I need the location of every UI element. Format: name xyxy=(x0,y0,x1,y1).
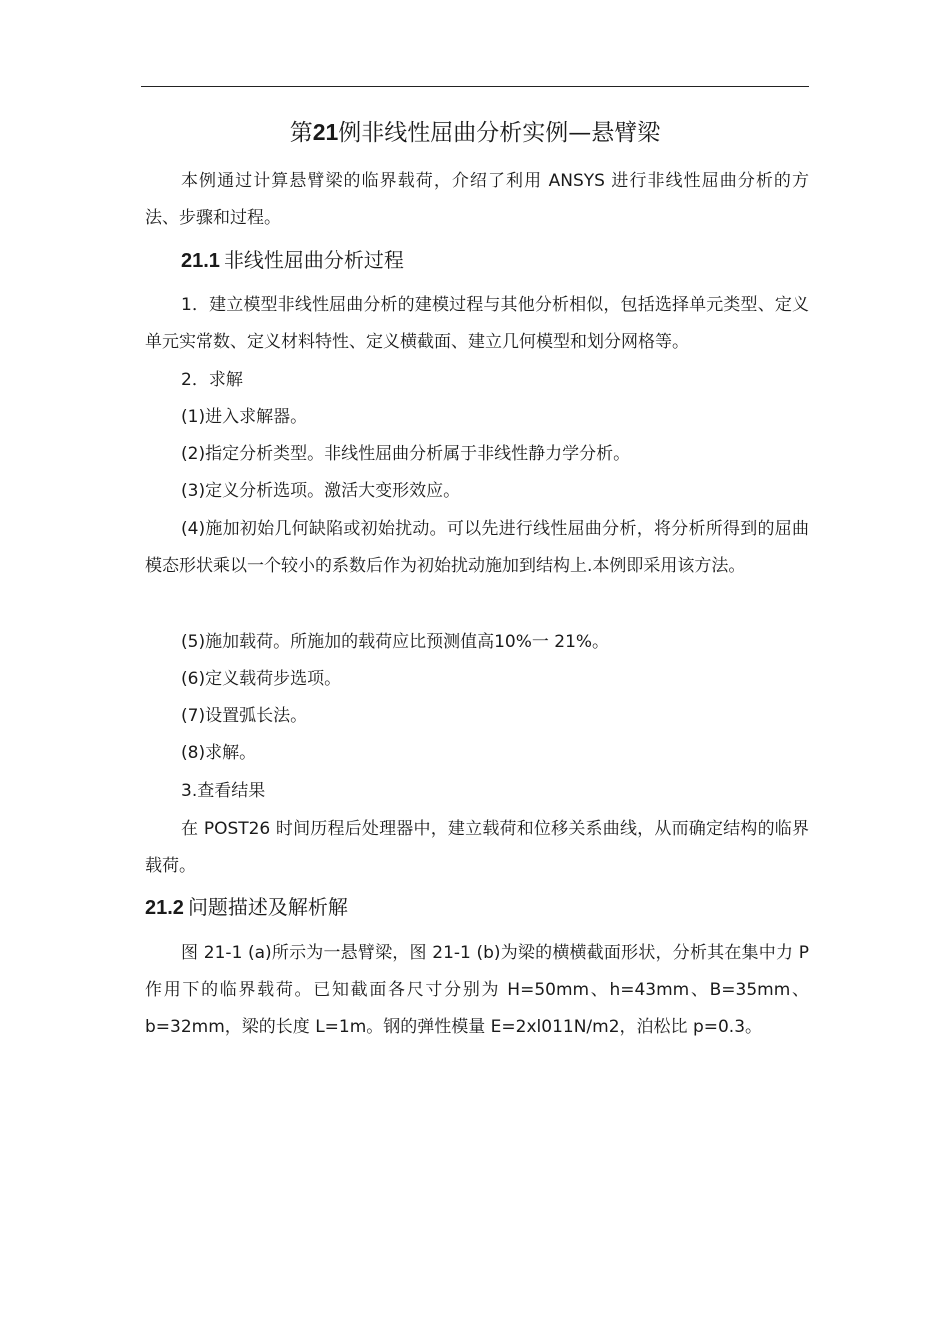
list-item: (7)设置弧长法。 xyxy=(181,706,308,726)
header-rule xyxy=(141,86,809,87)
step2-label: 2．求解 xyxy=(181,370,243,390)
list-item: (1)进入求解器。 xyxy=(181,407,308,427)
title-number: 21 xyxy=(312,119,339,145)
section-heading-1 xyxy=(181,240,404,281)
list-item: (8)求解。 xyxy=(181,743,257,763)
title-suffix: 例非线性屈曲分析实例—悬臂梁 xyxy=(338,120,661,146)
list-item: (2)指定分析类型。非线性屈曲分析属于非线性静力学分析。 xyxy=(181,444,631,464)
section-heading-2 xyxy=(145,887,348,928)
step1-paragraph: 1．建立模型非线性屈曲分析的建模过程与其他分析相似，包括选择单元类型、定义单元实常数、定义材料特性、定义横截面、建立几何模型和划分网格等。 xyxy=(145,295,809,352)
section-number: 21.2 xyxy=(145,897,184,919)
list-item: (6)定义载荷步选项。 xyxy=(181,669,342,689)
title-prefix: 第 xyxy=(289,120,313,146)
step3-label: 3.查看结果 xyxy=(181,781,266,801)
section-title: 非线性屈曲分析过程 xyxy=(223,248,404,272)
intro-paragraph: 本例通过计算悬臂梁的临界载荷，介绍了利用 ANSYS 进行非线性屈曲分析的方法、步骤和过程。 xyxy=(145,171,809,228)
problem-paragraph: 图 21-1 (a)所示为一悬臂梁，图 21-1 (b)为梁的横横截面形状，分析其在集中力 P 作用下的临界载荷。已知截面各尺寸分别为 H=50mm、h=43mm、B=35mm、b=32mm，梁的长度 L=1m。钢的弹性模量 E=2xl011N/m2，泊松比 p=0.3。 xyxy=(145,943,809,1037)
section-title: 问题描述及解析解 xyxy=(187,895,348,919)
list-item: (5)施加载荷。所施加的载荷应比预测值高10%一 21%。 xyxy=(181,632,610,652)
item4-paragraph: (4)施加初始几何缺陷或初始扰动。可以先进行线性屈曲分析，将分析所得到的屈曲模态形状乘以一个较小的系数后作为初始扰动施加到结构上.本例即采用该方法。 xyxy=(145,519,809,576)
section-number: 21.1 xyxy=(181,250,220,272)
step3-paragraph: 在 POST26 时间历程后处理器中，建立载荷和位移关系曲线，从而确定结构的临界载荷。 xyxy=(145,819,809,876)
list-item: (3)定义分析选项。激活大变形效应。 xyxy=(181,481,461,501)
page-title xyxy=(141,112,809,153)
